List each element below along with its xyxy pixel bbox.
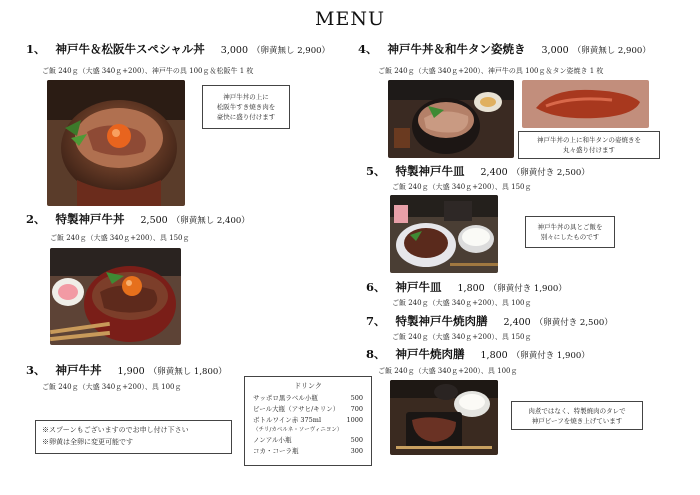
drink-item	[245, 415, 371, 426]
drink-name: ノンアル小瓶	[253, 436, 292, 444]
menu-item-4-detail: ご飯 240ｇ（大盛 340ｇ+200）、神戸牛の具 100ｇ＆タン姿焼き 1 枚	[378, 67, 604, 75]
note-line: 神戸牛丼の上に	[223, 93, 269, 101]
footer-note: ※スプーンもございますのでお申し付け下さい	[42, 426, 189, 434]
footer-note: ※卵黄は全卵に変更可能です	[42, 438, 133, 446]
item-alt-price: （卵黄無し 2,900）	[252, 46, 331, 56]
menu-item-7-detail: ご飯 240ｇ（大盛 340ｇ+200）、具 150ｇ	[392, 333, 532, 341]
wine-note: （チリ/カベルネ・ソーヴィニヨン）	[253, 427, 343, 433]
note-line: 豪快に盛り付けます	[216, 113, 276, 121]
item-5-photo	[390, 195, 498, 273]
item-number: 3、	[26, 363, 46, 377]
note-line: 丸々盛り付けます	[563, 146, 615, 154]
menu-item-2-heading	[26, 211, 250, 227]
menu-item-3-heading	[26, 362, 227, 378]
item-alt-price: （卵黄付き 1,900）	[511, 351, 590, 361]
drink-title: ドリンク	[294, 382, 322, 390]
drink-price: 700	[350, 405, 363, 413]
note-line: 神戸牛丼の上に和牛タンの姿焼きを	[537, 136, 641, 144]
menu-item-3-detail: ご飯 240ｇ（大盛 340ｇ+200）、具 100ｇ	[42, 383, 182, 391]
item-8-note	[511, 401, 643, 430]
menu-item-5-detail: ご飯 240ｇ（大盛 340ｇ+200）、具 150ｇ	[392, 183, 532, 191]
item-5-note	[525, 216, 615, 248]
drink-name: コカ・コーラ瓶	[253, 447, 299, 455]
item-1-note	[202, 85, 290, 129]
item-name: 神戸牛皿	[395, 280, 442, 294]
item-number: 6、	[366, 280, 386, 294]
item-alt-price: （卵黄付き 2,500）	[511, 168, 590, 178]
item-alt-price: （卵黄無し 1,800）	[148, 367, 227, 377]
item-price: 3,000	[220, 45, 248, 56]
menu-item-1-detail: ご飯 240ｇ（大盛 340ｇ+200）、神戸牛の具 100ｇ＆松阪牛 1 枚	[42, 67, 254, 75]
drink-item	[245, 446, 371, 457]
item-name: 神戸牛丼＆和牛タン姿焼き	[387, 42, 526, 56]
menu-item-6-detail: ご飯 240ｇ（大盛 340ｇ+200）、具 100ｇ	[392, 299, 532, 307]
drink-price: 500	[350, 394, 363, 402]
drink-item	[245, 404, 371, 415]
drink-name: ビール大瓶（アサヒ/キリン）	[253, 405, 340, 413]
menu-item-1-heading	[26, 41, 330, 57]
item-4-note	[518, 131, 660, 159]
menu-item-5-heading	[366, 163, 590, 179]
item-alt-price: （卵黄無し 2,400）	[171, 216, 250, 226]
item-price: 1,900	[117, 366, 145, 377]
menu-item-6-heading	[366, 279, 567, 295]
drink-price: 300	[350, 447, 363, 455]
item-number: 1、	[26, 42, 46, 56]
note-line: 神戸ビーフを焼き上げています	[531, 416, 623, 425]
menu-item-8-heading	[366, 346, 590, 362]
menu-title: MENU	[315, 8, 385, 30]
item-price: 3,000	[541, 45, 569, 56]
item-price: 1,800	[457, 283, 485, 294]
item-4-photo-tongue	[522, 80, 649, 128]
item-4-photo-bowl	[388, 80, 514, 158]
menu-item-8-detail: ご飯 240ｇ（大盛 340ｇ+200）、具 100ｇ	[378, 367, 518, 375]
menu-item-2-detail: ご飯 240ｇ（大盛 340ｇ+200）、具 150ｇ	[50, 234, 190, 242]
menu-item-4-heading	[358, 41, 651, 57]
item-number: 8、	[366, 347, 386, 361]
item-name: 神戸牛丼	[55, 363, 102, 377]
item-price: 2,500	[140, 215, 168, 226]
item-price: 2,400	[503, 317, 531, 328]
item-name: 特製神戸牛丼	[55, 212, 125, 226]
item-name: 神戸牛＆松阪牛スペシャル丼	[55, 42, 205, 56]
item-alt-price: （卵黄付き 2,500）	[534, 318, 613, 328]
menu-item-7-heading	[366, 313, 613, 329]
drink-menu	[244, 376, 372, 466]
item-number: 2、	[26, 212, 46, 226]
item-number: 7、	[366, 314, 386, 328]
note-line: 神戸牛丼の具とご飯を	[537, 223, 603, 231]
item-name: 特製神戸牛焼肉膳	[395, 314, 488, 328]
item-name: 特製神戸牛皿	[395, 164, 465, 178]
item-name: 神戸牛焼肉膳	[395, 347, 465, 361]
item-alt-price: （卵黄付き 1,900）	[488, 284, 567, 294]
drink-name: ボトルワイン赤 375ml	[253, 416, 322, 424]
note-line: 肉煮ではなく、特製焼肉のタレで	[528, 406, 626, 415]
item-number: 5、	[366, 164, 386, 178]
note-line: 別々にしたものです	[540, 233, 600, 241]
item-alt-price: （卵黄無し 2,900）	[572, 46, 651, 56]
item-price: 2,400	[480, 167, 508, 178]
drink-item	[245, 435, 371, 446]
item-1-photo	[47, 80, 185, 206]
drink-item	[245, 393, 371, 404]
item-2-photo	[50, 248, 181, 345]
drink-price: 1000	[346, 416, 363, 424]
item-number: 4、	[358, 42, 378, 56]
drink-price: 500	[350, 436, 363, 444]
item-price: 1,800	[480, 350, 508, 361]
item-8-photo	[390, 380, 498, 455]
footer-notes-box	[35, 420, 232, 454]
note-line: 松阪牛すき焼き肉を	[216, 103, 276, 111]
drink-name: サッポロ黒ラベル小瓶	[253, 394, 318, 402]
